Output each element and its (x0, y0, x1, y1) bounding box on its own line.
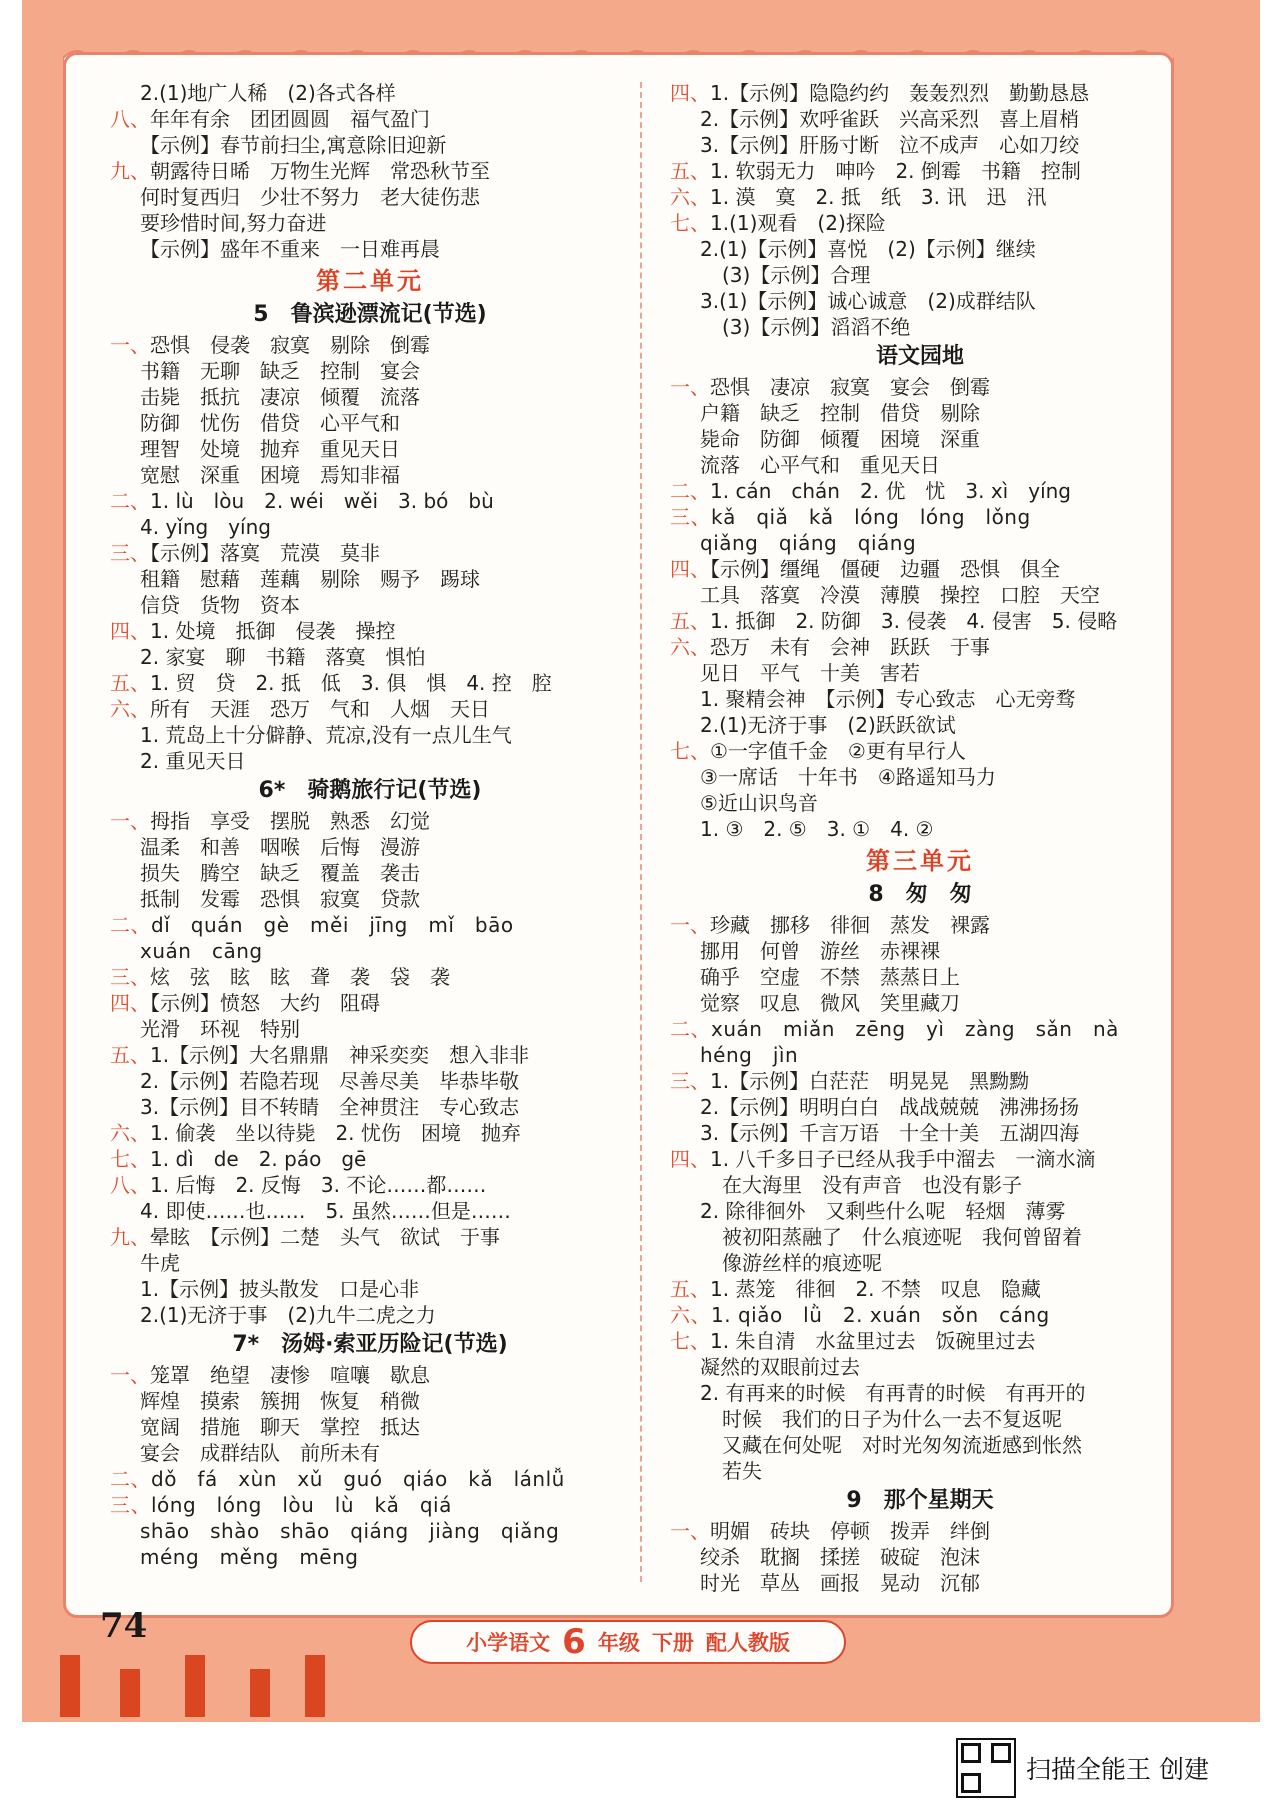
answer-text: 时光 草丛 画报 晃动 沉郁 (700, 1571, 980, 1595)
footer-edition: 配人教版 (705, 1631, 790, 1655)
answer-text: 2. 有再来的时候 有再青的时候 有再开的 (700, 1381, 1086, 1405)
question-number: 二、 (110, 489, 150, 513)
answer-line (110, 1492, 630, 1518)
answer-text: 1. 漠 寞 2. 抵 纸 3. 讯 迅 汛 (710, 185, 1047, 209)
left-answer-column (110, 80, 630, 1570)
answer-line (110, 1172, 630, 1198)
decorative-bar (60, 1655, 80, 1717)
question-number: 六、 (110, 1121, 150, 1145)
answer-text: 1.【示例】大名鼎鼎 神采奕奕 想入非非 (150, 1043, 530, 1067)
answer-line (670, 504, 1170, 530)
question-number: 七、 (670, 739, 710, 763)
answer-line (110, 384, 630, 410)
answer-line (110, 722, 630, 748)
answer-text: (3)【示例】滔滔不绝 (722, 315, 911, 339)
answer-text: 在大海里 没有声音 也没有影子 (722, 1173, 1022, 1197)
answer-line (670, 426, 1170, 452)
answer-line (670, 132, 1170, 158)
answer-text: 3.【示例】千言万语 十全十美 五湖四海 (700, 1121, 1080, 1145)
answer-text: 3.【示例】肝肠寸断 泣不成声 心如刀绞 (700, 133, 1080, 157)
question-number: 四、 (670, 557, 710, 581)
answer-line (110, 1362, 630, 1388)
column-divider (640, 82, 642, 1582)
answer-text: 流落 心平气和 重见天日 (700, 453, 940, 477)
answer-line (670, 712, 1170, 738)
decorative-bar (185, 1655, 205, 1717)
answer-text: 1. 朱自清 水盆里过去 饭碗里过去 (710, 1329, 1036, 1353)
question-number: 四、 (110, 991, 150, 1015)
answer-line (670, 80, 1170, 106)
answer-text: 理智 处境 抛弃 重见天日 (140, 437, 400, 461)
answer-text: 1. 偷袭 坐以待毙 2. 忧伤 困境 抛弃 (150, 1121, 521, 1145)
decorative-bar (305, 1655, 325, 1717)
answer-text: 1. 后悔 2. 反悔 3. 不论……都…… (150, 1173, 487, 1197)
answer-text: ⑤近山识鸟音 (700, 791, 818, 815)
answer-text: 像游丝样的痕迹呢 (722, 1251, 882, 1275)
answer-line (110, 1016, 630, 1042)
answer-line (670, 964, 1170, 990)
question-number: 四、 (670, 81, 710, 105)
answer-line (670, 1016, 1170, 1042)
question-number: 五、 (670, 609, 710, 633)
answer-text: 明媚 砖块 停顿 拨弄 绊倒 (710, 1519, 990, 1543)
answer-text: 1. 抵御 2. 防御 3. 侵袭 4. 侵害 5. 侵略 (710, 609, 1118, 633)
answer-text: 觉察 叹息 微风 笑里藏刀 (700, 991, 960, 1015)
question-number: 七、 (670, 1329, 710, 1353)
question-number: 六、 (670, 185, 710, 209)
answer-text: 3.(1)【示例】诚心诚意 (2)成群结队 (700, 289, 1036, 313)
answer-line (670, 530, 1170, 556)
answer-text: 防御 忧伤 借贷 心平气和 (140, 411, 400, 435)
answer-text: 1.【示例】披头散发 口是心非 (140, 1277, 420, 1301)
answer-text: 信贷 货物 资本 (140, 593, 300, 617)
answer-line (670, 1146, 1170, 1172)
answer-line (670, 738, 1170, 764)
answer-text: dǐ quán gè měi jīng mǐ bāo (151, 913, 514, 937)
question-number: 一、 (670, 1519, 710, 1543)
answer-line (670, 1276, 1170, 1302)
answer-line (110, 1414, 630, 1440)
answer-line (670, 938, 1170, 964)
answer-text: 又藏在何处呢 对时光匆匆流逝感到怅然 (722, 1433, 1082, 1457)
answer-line (670, 634, 1170, 660)
answer-text: 4. yǐng yíng (140, 515, 271, 539)
answer-text: 1.【示例】白茫茫 明晃晃 黑黝黝 (710, 1069, 1030, 1093)
answer-text: shāo shào shāo qiáng jiàng qiǎng (140, 1519, 560, 1543)
answer-text: 2.【示例】明明白白 战战兢兢 沸沸扬扬 (700, 1095, 1080, 1119)
answer-text: 租籍 慰藉 莲藕 剔除 赐予 踢球 (140, 567, 480, 591)
answer-text: ①一字值千金 ②更有早行人 (710, 739, 966, 763)
footer-grade-word: 年级 (597, 1631, 640, 1655)
lesson-heading: 7* 汤姆·索亚历险记(节选) (232, 1332, 508, 1357)
answer-line (670, 210, 1170, 236)
answer-line (670, 1172, 1170, 1198)
unit-heading: 第三单元 (866, 847, 974, 875)
answer-line (110, 184, 630, 210)
answer-text: 温柔 和善 咽喉 后悔 漫游 (140, 835, 420, 859)
answer-line (670, 288, 1170, 314)
question-number: 八、 (110, 1173, 150, 1197)
answer-line (110, 1518, 630, 1544)
footer-subject: 小学语文 (466, 1631, 551, 1655)
answer-line (110, 964, 630, 990)
answer-line (670, 1250, 1170, 1276)
answer-text: 晕眩 【示例】二楚 头气 欲试 于事 (150, 1225, 500, 1249)
answer-line (110, 436, 630, 462)
lesson-heading: 5 鲁滨逊漂流记(节选) (253, 302, 487, 327)
question-number: 五、 (110, 1043, 150, 1067)
answer-line (670, 556, 1170, 582)
answer-line (670, 1302, 1170, 1328)
answer-text: 2.(1)【示例】喜悦 (2)【示例】继续 (700, 237, 1036, 261)
answer-line (670, 1328, 1170, 1354)
answer-text: 2.【示例】若隐若现 尽善尽美 毕恭毕敬 (140, 1069, 520, 1093)
answer-text: xuán miǎn zēng yì zàng sǎn nà (711, 1017, 1119, 1041)
answer-text: 见日 平气 十美 害若 (700, 661, 920, 685)
answer-line (670, 816, 1170, 842)
answer-line (110, 158, 630, 184)
question-number: 一、 (110, 1363, 150, 1387)
answer-line (670, 990, 1170, 1016)
answer-line (110, 1198, 630, 1224)
answer-line (110, 1224, 630, 1250)
answer-text: kǎ qiǎ kǎ lóng lóng lǒng (711, 505, 1031, 529)
answer-line (670, 1224, 1170, 1250)
answer-text: 书籍 无聊 缺乏 控制 宴会 (140, 359, 420, 383)
answer-line (670, 660, 1170, 686)
answer-line (110, 1094, 630, 1120)
answer-line (110, 566, 630, 592)
scanner-watermark (956, 1738, 1209, 1798)
answer-line (110, 358, 630, 384)
answer-line (670, 236, 1170, 262)
answer-text: 炫 弦 眩 眩 聋 袭 袋 袭 (150, 965, 450, 989)
answer-text: lóng lóng lòu lù kǎ qiá (151, 1493, 452, 1517)
answer-line (110, 236, 630, 262)
answer-text: xuán cāng (140, 939, 263, 963)
answer-line (670, 1570, 1170, 1596)
answer-text: 1. 聚精会神 【示例】专心致志 心无旁骛 (700, 687, 1076, 711)
question-number: 二、 (110, 913, 151, 937)
question-number: 三、 (670, 505, 711, 529)
answer-line (110, 1068, 630, 1094)
question-number: 四、 (670, 1147, 710, 1171)
footer-grade-number: 6 (562, 1622, 586, 1662)
answer-line (670, 1120, 1170, 1146)
answer-line (670, 1068, 1170, 1094)
lesson-heading: 6* 骑鹅旅行记(节选) (258, 778, 482, 803)
answer-line (110, 1388, 630, 1414)
question-number: 七、 (110, 1147, 150, 1171)
question-number: 一、 (110, 809, 150, 833)
answer-line (670, 1380, 1170, 1406)
answer-text: 1. 处境 抵御 侵袭 操控 (150, 619, 396, 643)
answer-text: 凝然的双眼前过去 (700, 1355, 860, 1379)
answer-line (670, 608, 1170, 634)
answer-text: 恐惧 侵袭 寂寞 剔除 倒霉 (150, 333, 430, 357)
answer-line (110, 1440, 630, 1466)
answer-text: 绞杀 耽搁 揉搓 破碇 泡沫 (700, 1545, 980, 1569)
answer-line (110, 592, 630, 618)
answer-text: 若失 (722, 1459, 762, 1483)
answer-text: 珍藏 挪移 徘徊 蒸发 裸露 (710, 913, 990, 937)
answer-line (110, 106, 630, 132)
answer-text: 1.(1)观看 (2)探险 (710, 211, 886, 235)
answer-text: 1.【示例】隐隐约约 轰轰烈烈 勤勤恳恳 (710, 81, 1090, 105)
answer-line (110, 332, 630, 358)
question-number: 六、 (670, 635, 710, 659)
answer-line (110, 1146, 630, 1172)
answer-text: 宽慰 深重 困境 焉知非福 (140, 463, 400, 487)
answer-line (110, 886, 630, 912)
answer-line (110, 938, 630, 964)
question-number: 一、 (110, 333, 150, 357)
answer-text: 损失 腾空 缺乏 覆盖 袭击 (140, 861, 420, 885)
answer-line (670, 1406, 1170, 1432)
answer-line (110, 540, 630, 566)
answer-text: 2. 除徘徊外 又剩些什么呢 轻烟 薄雾 (700, 1199, 1066, 1223)
answer-line (670, 1458, 1170, 1484)
answer-line (670, 452, 1170, 478)
question-number: 三、 (110, 1493, 151, 1517)
lesson-heading: 8 匆 匆 (868, 882, 972, 907)
question-number: 二、 (670, 479, 710, 503)
answer-line (670, 400, 1170, 426)
answer-text: 朝露待日晞 万物生光辉 常恐秋节至 (150, 159, 490, 183)
footer-term: 下册 (651, 1631, 694, 1655)
answer-line (110, 488, 630, 514)
answer-text: 击毙 抵抗 凄凉 倾覆 流落 (140, 385, 420, 409)
answer-text: 拇指 享受 摆脱 熟悉 幻觉 (150, 809, 430, 833)
answer-text: 抵制 发霉 恐惧 寂寞 贷款 (140, 887, 420, 911)
qr-code-icon (956, 1738, 1016, 1798)
answer-line (670, 184, 1170, 210)
question-number: 六、 (670, 1303, 711, 1327)
question-number: 七、 (670, 211, 710, 235)
answer-line (110, 210, 630, 236)
answer-text: 1. dì de 2. páo gē (150, 1147, 367, 1171)
answer-line (110, 1544, 630, 1570)
question-number: 五、 (670, 1277, 710, 1301)
answer-text: qiǎng qiáng qiáng (700, 531, 917, 555)
right-answer-column (670, 80, 1170, 1596)
answer-line (110, 670, 630, 696)
answer-line (110, 618, 630, 644)
answer-line (670, 582, 1170, 608)
answer-text: ③一席话 十年书 ④路遥知马力 (700, 765, 996, 789)
answer-text: 1. 八千多日子已经从我手中溜去 一滴水滴 (710, 1147, 1096, 1171)
answer-text: 1. lù lòu 2. wéi wěi 3. bó bù (150, 489, 494, 513)
answer-line (110, 748, 630, 774)
scanner-label: 扫描全能王 创建 (1026, 1755, 1209, 1784)
answer-line (670, 1198, 1170, 1224)
answer-text: 【示例】盛年不重来 一日难再晨 (140, 237, 440, 261)
answer-line (110, 1250, 630, 1276)
answer-text: 2. 重见天日 (140, 749, 246, 773)
answer-line (670, 1544, 1170, 1570)
answer-line (110, 1302, 630, 1328)
answer-line (110, 410, 630, 436)
answer-text: 1. 荒岛上十分僻静、荒凉,没有一点儿生气 (140, 723, 512, 747)
answer-text: 毙命 防御 倾覆 困境 深重 (700, 427, 980, 451)
answer-line (110, 696, 630, 722)
answer-text: 挪用 何曾 游丝 赤裸裸 (700, 939, 940, 963)
answer-text: 被初阳蒸融了 什么痕迹呢 我何曾留着 (722, 1225, 1082, 1249)
answer-text: 3.【示例】目不转睛 全神贯注 专心致志 (140, 1095, 520, 1119)
question-number: 九、 (110, 1225, 150, 1249)
answer-line (670, 106, 1170, 132)
question-number: 三、 (110, 965, 150, 989)
decorative-bar (120, 1669, 140, 1717)
question-number: 五、 (670, 159, 710, 183)
answer-line (670, 262, 1170, 288)
answer-line (110, 1042, 630, 1068)
answer-line (110, 912, 630, 938)
answer-text: 【示例】春节前扫尘,寓意除旧迎新 (140, 133, 447, 157)
answer-line (110, 1276, 630, 1302)
answer-text: 【示例】落寞 荒漠 莫非 (150, 541, 380, 565)
question-number: 六、 (110, 697, 150, 721)
answer-text: 1. qiǎo lǜ 2. xuán sǒn cáng (711, 1303, 1050, 1327)
answer-text: 2.(1)无济于事 (2)跃跃欲试 (700, 713, 956, 737)
answer-text: 【示例】愤怒 大约 阻碍 (150, 991, 380, 1015)
answer-line (110, 860, 630, 886)
answer-text: 宽阔 措施 聊天 掌控 抵达 (140, 1415, 420, 1439)
answer-text: (3)【示例】合理 (722, 263, 871, 287)
answer-text: 2.(1)无济于事 (2)九牛二虎之力 (140, 1303, 436, 1327)
question-number: 四、 (110, 619, 150, 643)
answer-text: 何时复西归 少壮不努力 老大徒伤悲 (140, 185, 480, 209)
answer-text: 所有 天涯 恐万 气和 人烟 天日 (150, 697, 490, 721)
question-number: 一、 (670, 913, 710, 937)
answer-line (670, 686, 1170, 712)
answer-text: 2. 家宴 聊 书籍 落寞 惧怕 (140, 645, 426, 669)
answer-line (670, 1432, 1170, 1458)
answer-line (670, 912, 1170, 938)
lesson-heading: 语文园地 (875, 344, 964, 369)
answer-line (670, 1518, 1170, 1544)
answer-line (670, 764, 1170, 790)
answer-line (670, 478, 1170, 504)
answer-text: 辉煌 摸索 簇拥 恢复 稍微 (140, 1389, 420, 1413)
answer-line (110, 808, 630, 834)
answer-line (670, 1354, 1170, 1380)
answer-text: 光滑 环视 特别 (140, 1017, 300, 1041)
answer-text: 2.【示例】欢呼雀跃 兴高采烈 喜上眉梢 (700, 107, 1080, 131)
answer-text: 1. 软弱无力 呻吟 2. 倒霉 书籍 控制 (710, 159, 1081, 183)
answer-text: 恐惧 凄凉 寂寞 宴会 倒霉 (710, 375, 990, 399)
answer-line (110, 80, 630, 106)
answer-line (670, 158, 1170, 184)
answer-text: 宴会 成群结队 前所未有 (140, 1441, 380, 1465)
answer-text: 1. ③ 2. ⑤ 3. ① 4. ② (700, 817, 934, 841)
answer-text: 1. cán chán 2. 优 忧 3. xì yíng (710, 479, 1072, 503)
answer-line (110, 644, 630, 670)
answer-text: méng měng mēng (140, 1545, 359, 1569)
question-number: 八、 (110, 107, 150, 131)
answer-text: 2.(1)地广人稀 (2)各式各样 (140, 81, 396, 105)
answer-line (670, 790, 1170, 816)
answer-line (110, 132, 630, 158)
question-number: 二、 (670, 1017, 711, 1041)
question-number: 二、 (110, 1467, 151, 1491)
question-number: 九、 (110, 159, 150, 183)
answer-line (670, 314, 1170, 340)
lesson-heading: 9 那个星期天 (846, 1488, 994, 1513)
answer-line (110, 834, 630, 860)
page-number: 74 (100, 1606, 148, 1646)
answer-text: héng jìn (700, 1043, 799, 1067)
answer-text: 4. 即使……也…… 5. 虽然……但是…… (140, 1199, 511, 1223)
question-number: 三、 (670, 1069, 710, 1093)
answer-text: dǒ fá xùn xǔ guó qiáo kǎ lánlǚ (151, 1467, 565, 1491)
answer-text: 【示例】缰绳 僵硬 边疆 恐惧 俱全 (710, 557, 1060, 581)
answer-text: 年年有余 团团圆圆 福气盈门 (150, 107, 430, 131)
answer-line (110, 1120, 630, 1146)
answer-line (670, 374, 1170, 400)
question-number: 三、 (110, 541, 150, 565)
answer-text: 要珍惜时间,努力奋进 (140, 211, 327, 235)
answer-line (670, 1094, 1170, 1120)
answer-text: 工具 落寞 冷漠 薄膜 操控 口腔 天空 (700, 583, 1100, 607)
decorative-bar (250, 1669, 270, 1717)
answer-text: 户籍 缺乏 控制 借贷 剔除 (700, 401, 980, 425)
answer-text: 1. 贸 贷 2. 抵 低 3. 俱 惧 4. 控 腔 (150, 671, 552, 695)
answer-text: 笼罩 绝望 凄惨 喧嚷 歇息 (150, 1363, 430, 1387)
answer-text: 牛虎 (140, 1251, 180, 1275)
answer-line (110, 990, 630, 1016)
answer-line (670, 1042, 1170, 1068)
answer-text: 时候 我们的日子为什么一去不复返呢 (722, 1407, 1062, 1431)
answer-text: 1. 蒸笼 徘徊 2. 不禁 叹息 隐藏 (710, 1277, 1041, 1301)
question-number: 五、 (110, 671, 150, 695)
footer-book-label (410, 1620, 846, 1664)
unit-heading: 第二单元 (316, 267, 424, 295)
answer-line (110, 1466, 630, 1492)
answer-line (110, 514, 630, 540)
answer-line (110, 462, 630, 488)
question-number: 一、 (670, 375, 710, 399)
answer-text: 恐万 未有 会神 跃跃 于事 (710, 635, 990, 659)
answer-text: 确乎 空虚 不禁 蒸蒸日上 (700, 965, 960, 989)
